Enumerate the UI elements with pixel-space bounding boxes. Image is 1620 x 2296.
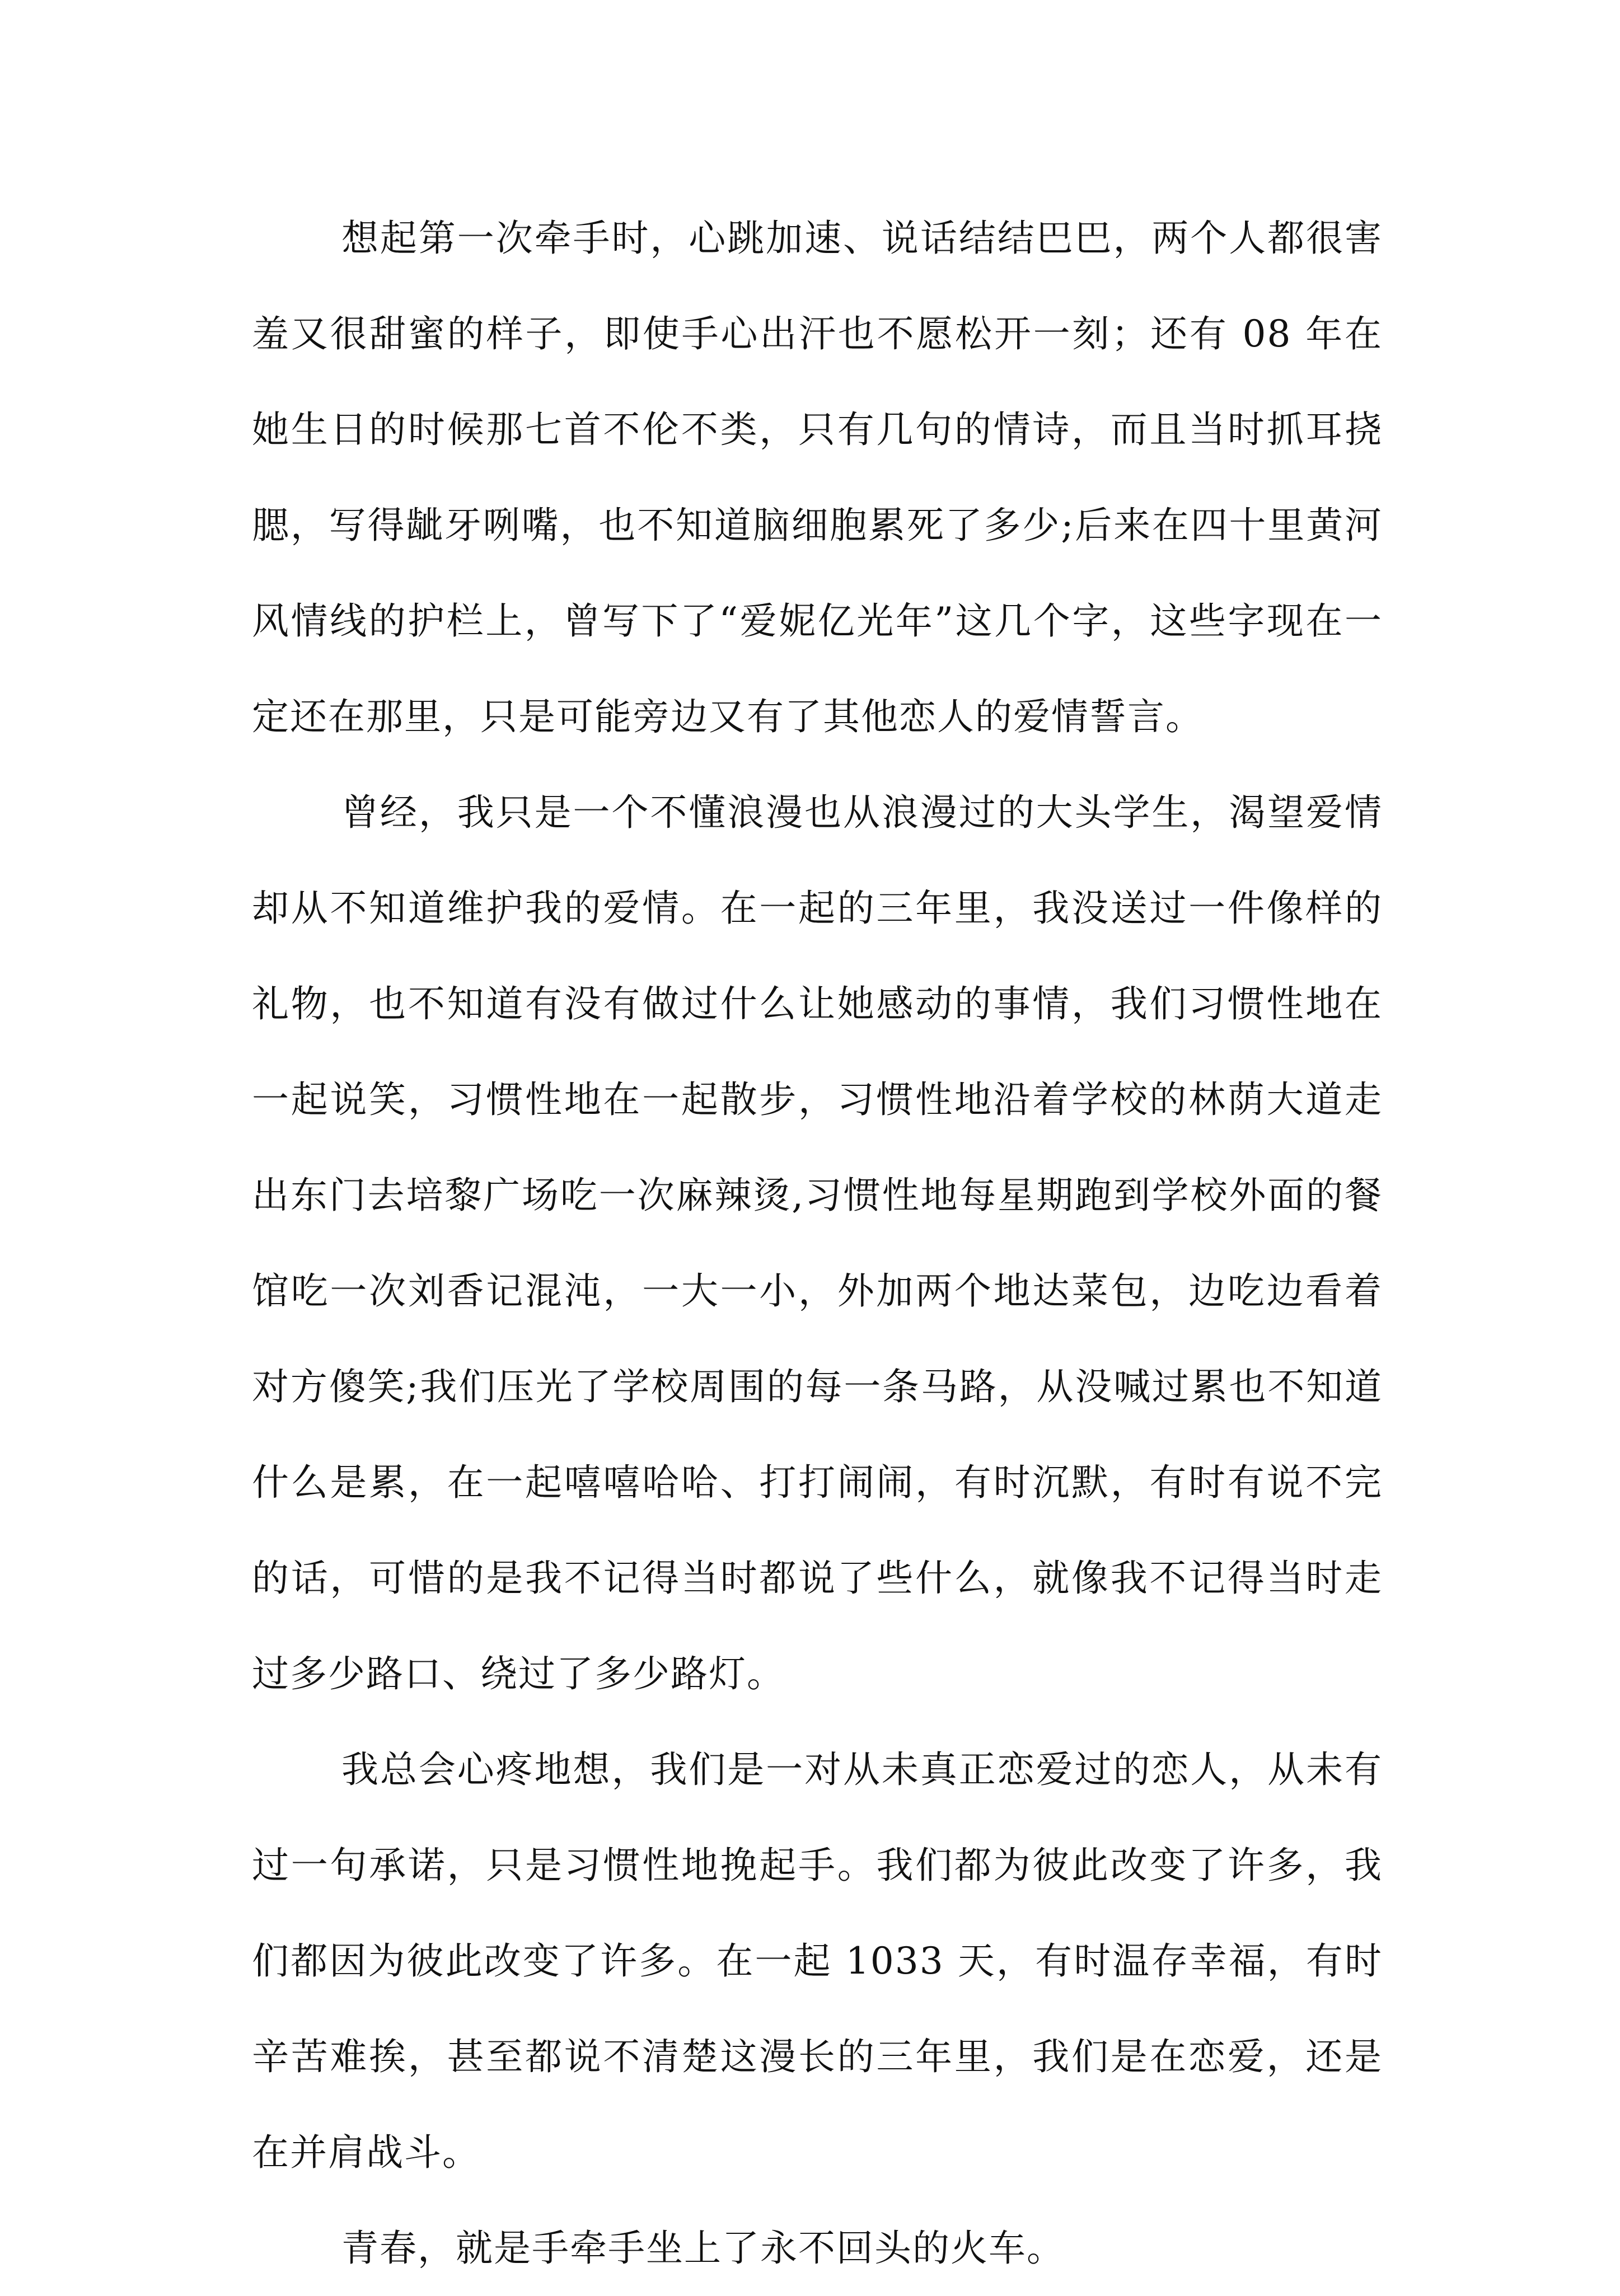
paragraph-3: 我总会心疼地想，我们是一对从未真正恋爱过的恋人，从未有过一句承诺，只是习惯性地挽起手。我们都为彼此改变了许多，我们都因为彼此改变了许多。在一起 1033 天，有时温存幸福，有时辛苦难挨，甚至都说不清楚这漫长的三年里，我们是在恋爱，还是在并肩战斗。 (252, 1748, 1383, 2174)
document-body (252, 190, 1383, 2296)
paragraph-4: 青春，就是手牵手坐上了永不回头的火车。 (341, 2227, 1065, 2270)
paragraph-2: 曾经，我只是一个不懂浪漫也从浪漫过的大头学生，渴望爱情却从不知道维护我的爱情。在一起的三年里，我没送过一件像样的礼物，也不知道有没有做过什么让她感动的事情，我们习惯性地在一起说笑，习惯性地在一起散步，习惯性地沿着学校的林荫大道走出东门去培黎广场吃一次麻辣烫,习惯性地每星期跑到学校外面的餐馆吃一次刘香记混沌，一大一小，外加两个地达菜包，边吃边看着对方傻笑;我们压光了学校周围的每一条马路，从没喊过累也不知道什么是累，在一起嘻嘻哈哈、打打闹闹，有时沉默，有时有说不完的话，可惜的是我不记得当时都说了些什么，就像我不记得当时走过多少路口、绕过了多少路灯。 (252, 791, 1383, 1695)
paragraph-1: 想起第一次牵手时，心跳加速、说话结结巴巴，两个人都很害羞又很甜蜜的样子，即使手心出汗也不愿松开一刻；还有 08 年在她生日的时候那七首不伦不类，只有几句的情诗，而且当时抓耳挠腮，写得龇牙咧嘴，也不知道脑细胞累死了多少;后来在四十里黄河风情线的护栏上，曾写下了“爱妮亿光年”这几个字，这些字现在一定还在那里，只是可能旁边又有了其他恋人的爱情誓言。 (252, 217, 1383, 738)
